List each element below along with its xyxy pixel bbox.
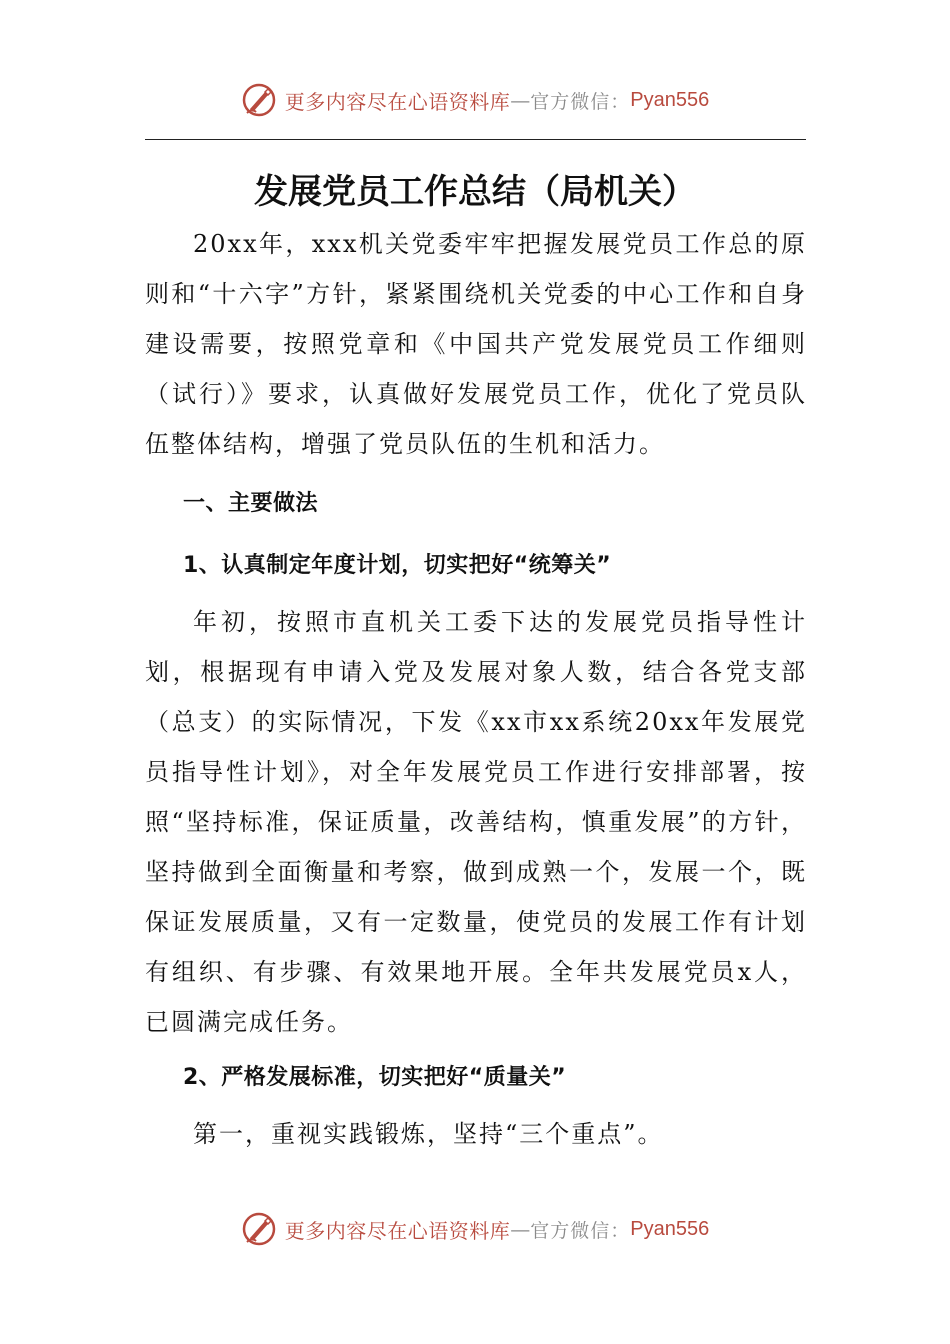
- intro-paragraph: 20xx年，xxx机关党委牢牢把握发展党员工作总的原则和“十六字”方针，紧紧围绕机关党委的中心工作和自身建设需要，按照党章和《中国共产党发展党员工作细则（试行）》要求，认真做好发展党员工作，优化了党员队伍整体结构，增强了党员队伍的生机和活力。: [145, 230, 807, 458]
- watermark-wechat-id: Pyan556: [630, 1217, 710, 1240]
- planning-paragraph: 年初，按照市直机关工委下达的发展党员指导性计划，根据现有申请入党及发展对象人数，结合各党支部（总支）的实际情况，下发《xx市xx系统20xx年发展党员指导性计划》，对全年发展党员工作进行安排部署，按照“坚持标准，保证质量，改善结构，慎重发展”的方针，坚持做到全面衡量和考察，做到成熟一个，发展一个，既保证发展质量，又有一定数量，使党员的发展工作有计划有组织、有步骤、有效果地开展。全年共发展党员x人，已圆满完成任务。: [145, 608, 807, 1036]
- document-title: 发展党员工作总结（局机关）: [254, 171, 696, 212]
- watermark-wechat-label: 官方微信：: [530, 90, 631, 113]
- watermark-text: 更多内容尽在心语资料库: [284, 89, 511, 114]
- watermark-dash: —: [510, 88, 531, 112]
- pen-logo-icon: [241, 82, 277, 118]
- header-rule: [145, 139, 806, 140]
- watermark-wechat-id: Pyan556: [630, 88, 710, 111]
- watermark-wechat-label: 官方微信：: [530, 1219, 631, 1242]
- pen-logo-icon: [241, 1211, 277, 1247]
- subsection-heading-quality: 2、严格发展标准，切实把好“质量关”: [183, 1065, 567, 1090]
- watermark-text: 更多内容尽在心语资料库: [284, 1218, 511, 1243]
- quality-first-point: 第一，重视实践锻炼，坚持“三个重点”。: [193, 1120, 664, 1148]
- subsection-heading-planning: 1、认真制定年度计划，切实把好“统筹关”: [183, 553, 612, 578]
- document-body: [145, 219, 807, 1159]
- watermark-dash: —: [510, 1217, 531, 1241]
- footer-watermark: [0, 1209, 950, 1249]
- section-heading-main-practices: 一、主要做法: [183, 491, 319, 516]
- header-watermark: [0, 80, 950, 120]
